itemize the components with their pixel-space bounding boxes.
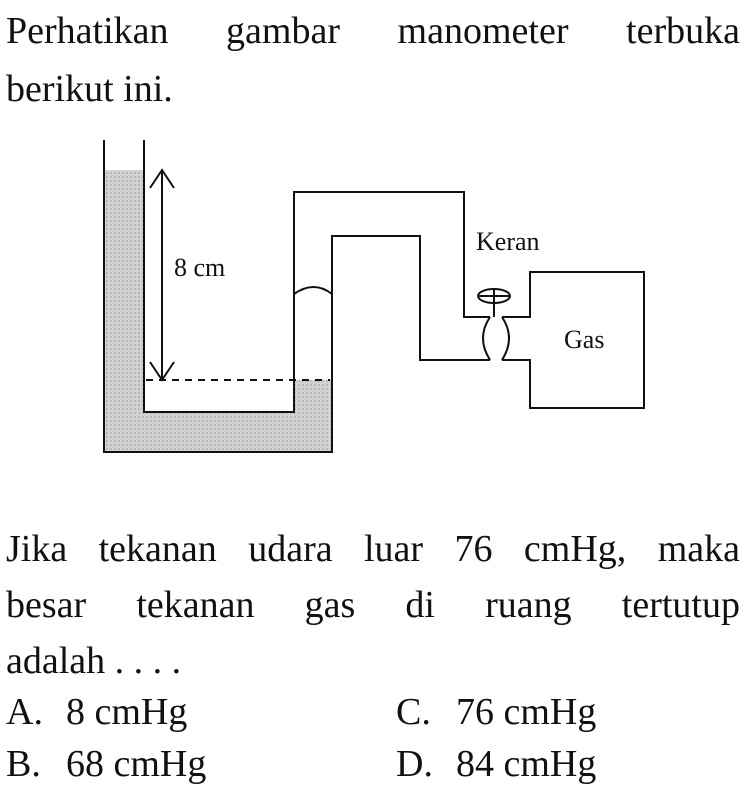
option-b[interactable] — [6, 740, 206, 788]
option-text: 8 cmHg — [66, 691, 188, 733]
option-c[interactable] — [396, 688, 596, 736]
option-text: 84 cmHg — [456, 743, 597, 785]
u-tube — [104, 140, 480, 452]
body-line-1: Jika tekanan udara luar 76 cmHg, maka — [6, 528, 740, 570]
option-letter: D. — [396, 743, 433, 785]
option-letter: C. — [396, 691, 431, 733]
intro-line-2: berikut ini. — [6, 68, 173, 110]
option-a[interactable] — [6, 688, 187, 736]
height-label: 8 cm — [174, 253, 226, 282]
gas-label: Gas — [564, 325, 605, 354]
option-letter: B. — [6, 743, 41, 785]
body-line-2: besar tekanan gas di ruang tertutup — [6, 584, 740, 626]
height-arrow — [150, 170, 174, 380]
meniscus — [294, 287, 332, 294]
valve-icon — [478, 289, 510, 360]
body-line-3: adalah . . . . — [6, 640, 182, 682]
valve-label: Keran — [476, 227, 540, 256]
mercury-fill — [104, 170, 332, 452]
option-d[interactable] — [396, 740, 596, 788]
intro-line-1: Perhatikan gambar manometer terbuka — [6, 10, 740, 52]
option-text: 76 cmHg — [456, 691, 597, 733]
option-letter: A. — [6, 691, 43, 733]
manometer-diagram — [98, 132, 652, 462]
option-text: 68 cmHg — [66, 743, 207, 785]
